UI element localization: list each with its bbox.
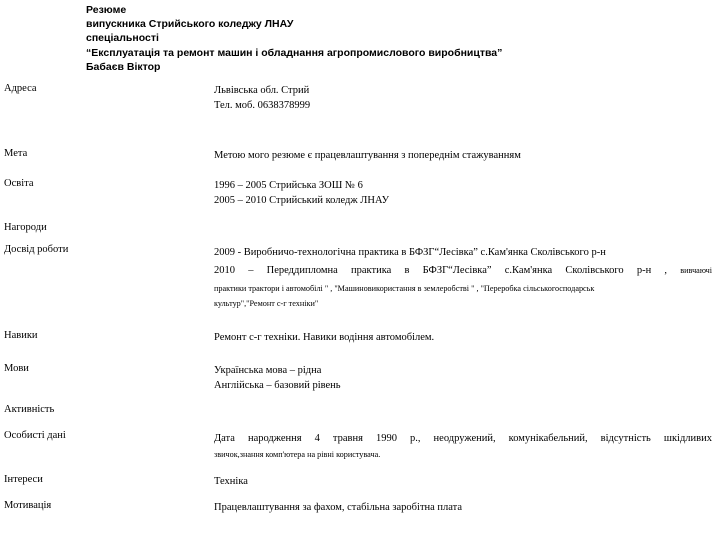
motivation-value xyxy=(214,500,712,515)
resume-title: Резюме xyxy=(86,4,127,16)
resume-header xyxy=(86,3,502,74)
motivation-text: Працевлаштування за фахом, стабільна заробітна плата xyxy=(214,502,463,513)
interests-value xyxy=(214,474,712,489)
candidate-name: Бабаєв Віктор xyxy=(86,60,161,73)
address-value xyxy=(214,83,712,113)
interests-text: Техніка xyxy=(214,476,248,487)
personal-line: Дата народження 4 травня 1990 р., неодружений, комунікабельний, відсутність шкідливих xyxy=(214,433,712,444)
experience-line-small: вивчаючі xyxy=(680,266,713,275)
skills-label: Навики xyxy=(4,330,38,341)
goal-text: Метою мого резюме є працевлаштування з попереднім стажуванням xyxy=(214,150,521,161)
experience-line: 2009 - Виробничо-технологічна практика в БФЗГ“Лесівка” с.Кам'янка Сколівського р-н xyxy=(214,247,606,258)
experience-line xyxy=(214,262,712,280)
experience-line: культур","Ремонт с-г техніки" xyxy=(214,299,319,308)
address-line: Львівська обл. Стрий xyxy=(214,85,310,96)
languages-label: Мови xyxy=(4,363,29,374)
skills-text: Ремонт с-г техніки. Навики водіння автомобілем. xyxy=(214,332,435,343)
language-line: Англійська – базовий рівень xyxy=(214,380,341,391)
experience-line-main: 2010 – Переддипломна практика в БФЗГ“Лесівка” с.Кам'янка Сколівського р-н , xyxy=(214,265,668,276)
experience-label: Досвід роботи xyxy=(4,244,69,255)
education-line: 2005 – 2010 Стрийський коледж ЛНАУ xyxy=(214,195,390,206)
personal-line: звичок,знання комп'ютера на рівні користувача. xyxy=(214,450,381,459)
goal-label: Мета xyxy=(4,148,28,159)
experience-value xyxy=(214,244,712,311)
graduate-line: випускника Стрийського коледжу ЛНАУ xyxy=(86,18,294,31)
specialty-name: “Експлуатація та ремонт машин і обладнання агропромислового виробництва” xyxy=(86,46,503,59)
address-label: Адреса xyxy=(4,83,37,94)
interests-label: Інтереси xyxy=(4,474,43,485)
personal-value xyxy=(214,430,712,461)
awards-label: Нагороди xyxy=(4,222,47,233)
experience-line: практики трактори і автомобілі " , "Машиновикористання в землеробстві " , "Переробка сільськогосподарськ xyxy=(214,284,595,293)
motivation-label: Мотивація xyxy=(4,500,52,511)
activity-label: Активність xyxy=(4,404,55,415)
language-line: Українська мова – рідна xyxy=(214,365,322,376)
education-value xyxy=(214,178,712,208)
specialty-label: спеціальності xyxy=(86,32,159,45)
phone-line: Тел. моб. 0638378999 xyxy=(214,100,311,111)
goal-value xyxy=(214,148,712,163)
education-line: 1996 – 2005 Стрийська ЗОШ № 6 xyxy=(214,180,363,191)
education-label: Освіта xyxy=(4,178,34,189)
personal-label: Особисті дані xyxy=(4,430,66,441)
skills-value xyxy=(214,330,712,345)
languages-value xyxy=(214,363,712,393)
